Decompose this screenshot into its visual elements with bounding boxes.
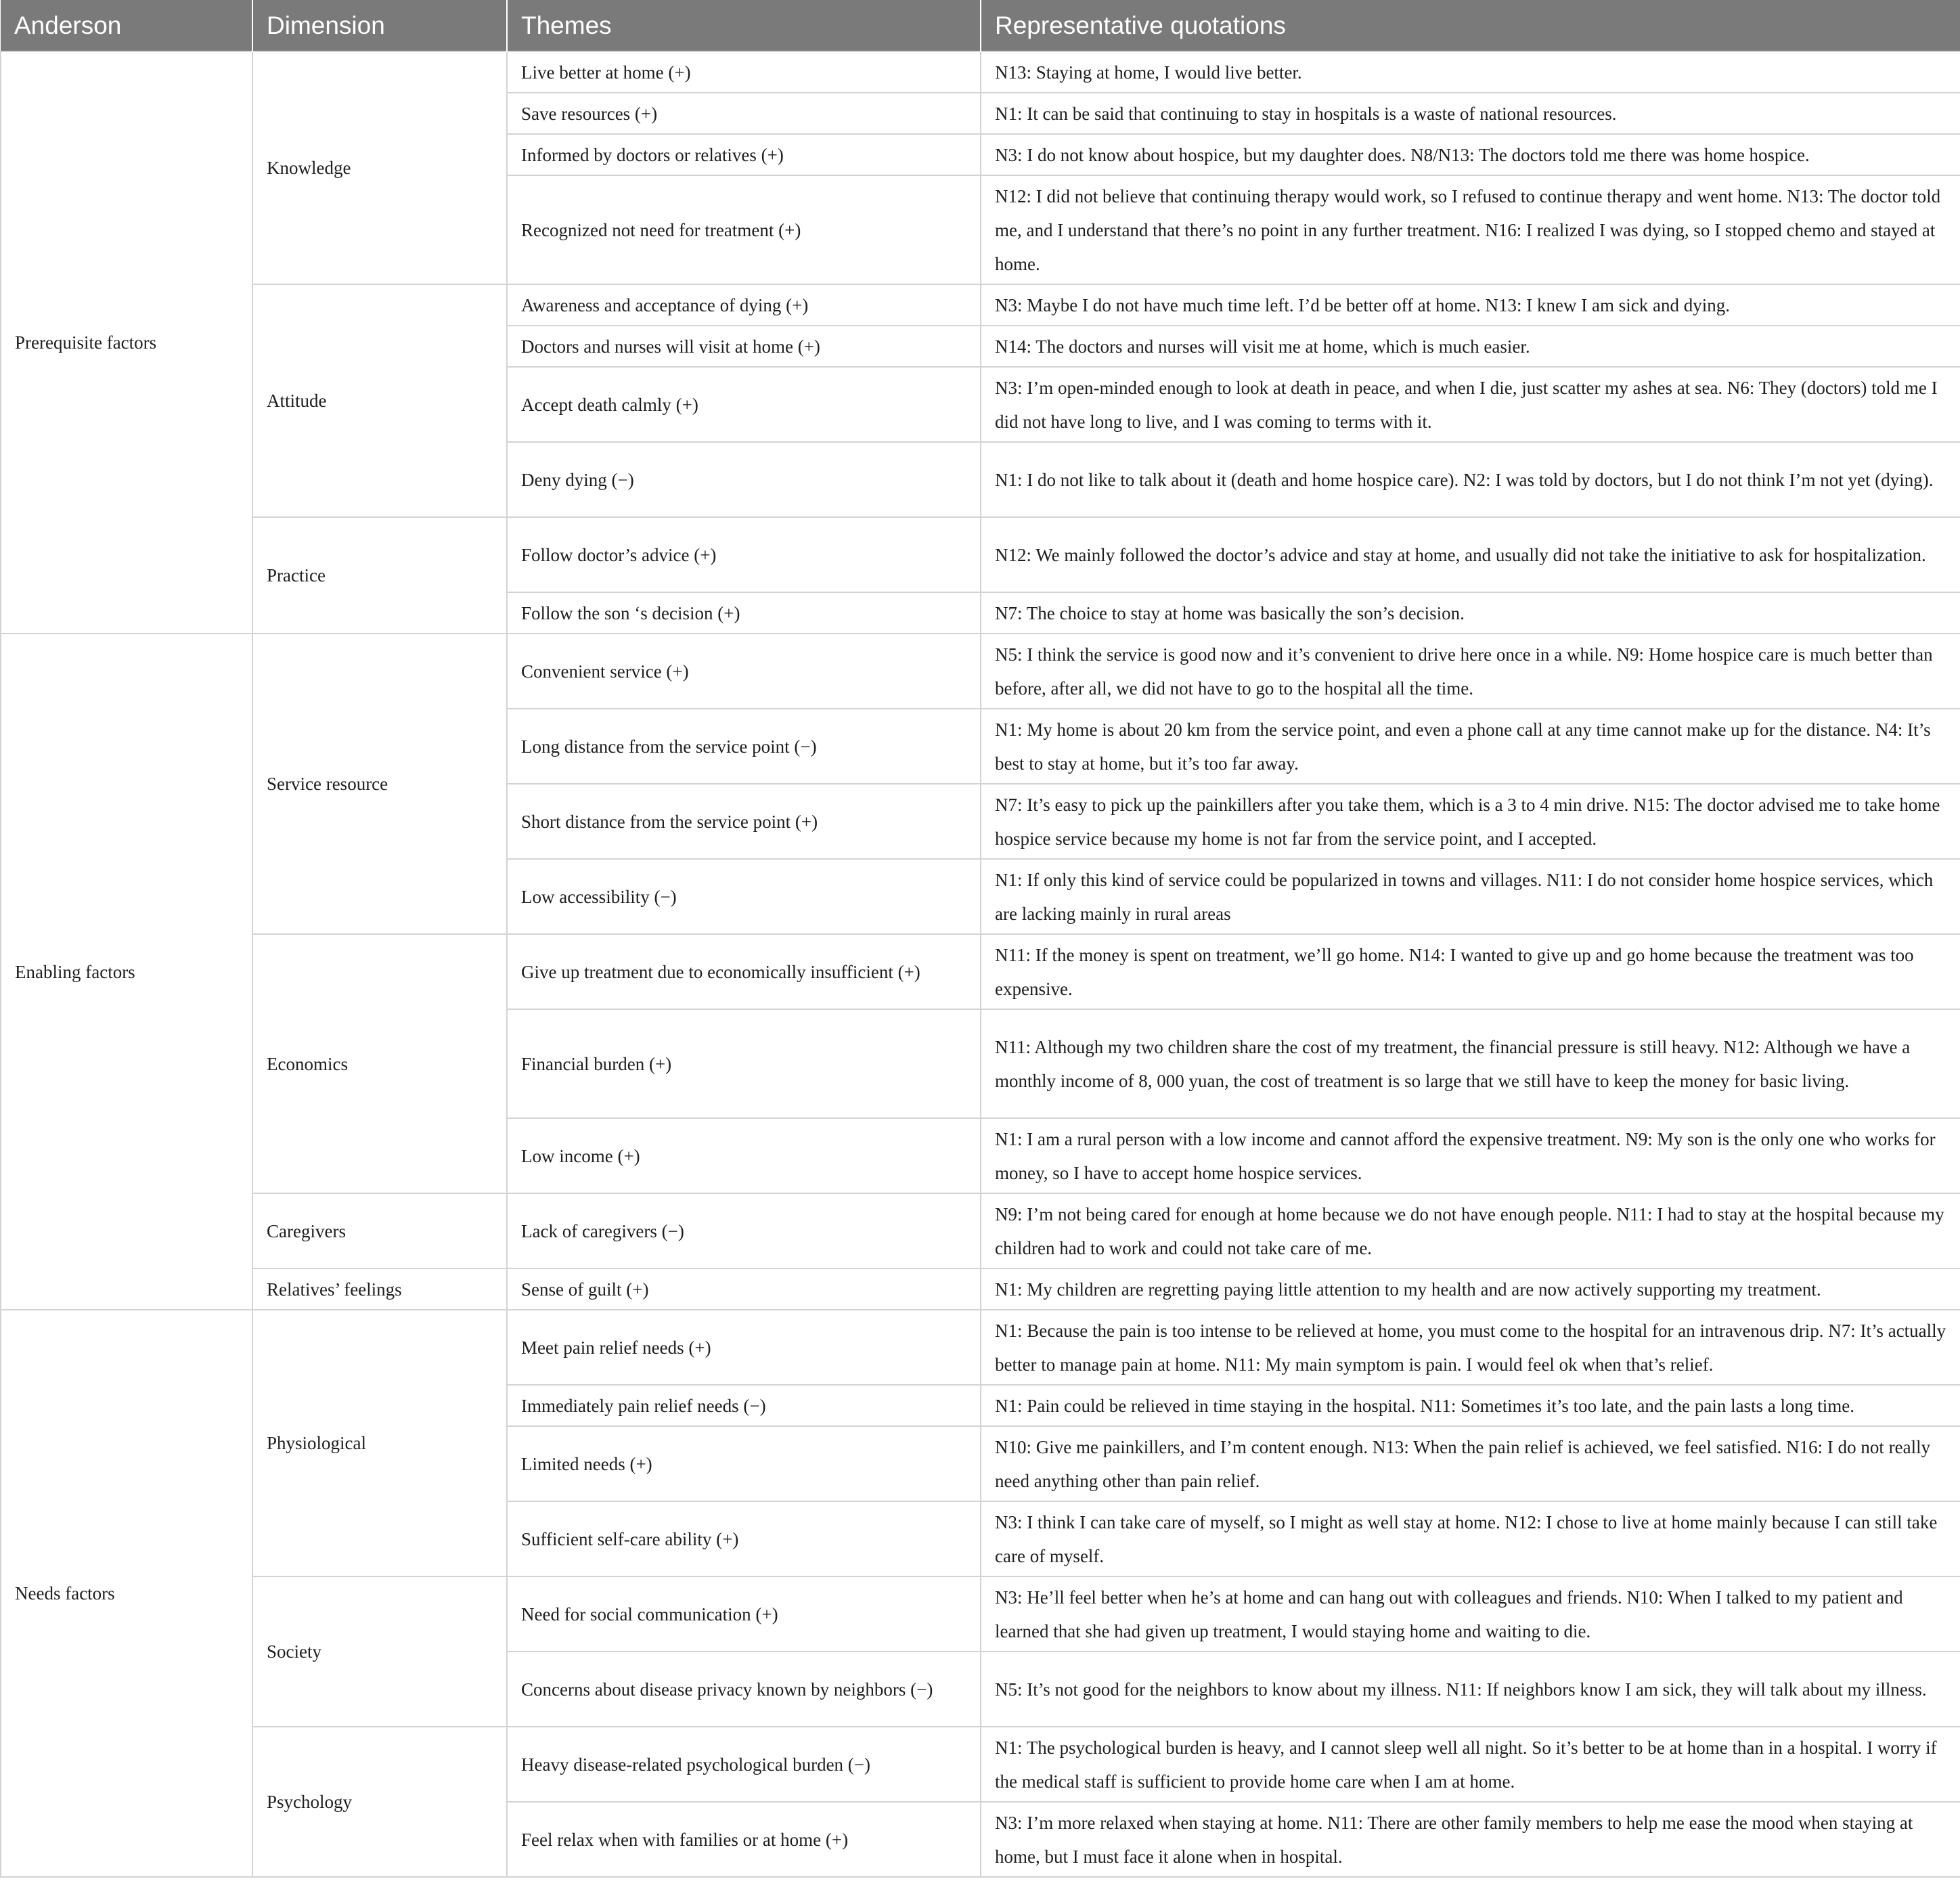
theme-cell: Give up treatment due to economically insufficient (+): [507, 934, 981, 1009]
quotation-cell: N14: The doctors and nurses will visit me at home, which is much easier.: [981, 326, 1960, 367]
quotation-cell: N3: Maybe I do not have much time left. I’d be better off at home. N13: I knew I am sick and dying.: [981, 284, 1960, 326]
anderson-factor-cell: Prerequisite factors: [1, 51, 252, 634]
theme-cell: Long distance from the service point (−): [507, 709, 981, 784]
table-header: [1, 0, 1960, 51]
theme-cell: Heavy disease-related psychological burden (−): [507, 1727, 981, 1802]
theme-cell: Awareness and acceptance of dying (+): [507, 284, 981, 326]
theme-cell: Immediately pain relief needs (−): [507, 1385, 981, 1426]
quotation-cell: N12: I did not believe that continuing therapy would work, so I refused to continue therapy and went home. N13: The doctor told me, and I understand that there’s no point in any further treatment. N16: I realized I was dying, so I stopped chemo and stayed at home.: [981, 175, 1960, 284]
dimension-cell: Physiological: [252, 1310, 507, 1576]
theme-cell: Doctors and nurses will visit at home (+): [507, 326, 981, 367]
table-row: [1, 517, 1960, 592]
theme-cell: Feel relax when with families or at home (+): [507, 1802, 981, 1877]
theme-cell: Save resources (+): [507, 93, 981, 134]
theme-cell: Lack of caregivers (−): [507, 1193, 981, 1268]
dimension-cell: Economics: [252, 934, 507, 1193]
header-dimension: Dimension: [252, 0, 507, 51]
theme-cell: Convenient service (+): [507, 634, 981, 709]
dimension-cell: Knowledge: [252, 51, 507, 284]
quotation-cell: N11: If the money is spent on treatment, we’ll go home. N14: I wanted to give up and go home because the treatment was too expensive.: [981, 934, 1960, 1009]
dimension-cell: Service resource: [252, 634, 507, 934]
quotation-cell: N5: It’s not good for the neighbors to know about my illness. N11: If neighbors know I am sick, they will talk about my illness.: [981, 1652, 1960, 1727]
quotation-cell: N1: I do not like to talk about it (death and home hospice care). N2: I was told by doctors, but I do not think I’m not yet (dying).: [981, 442, 1960, 517]
dimension-cell: Relatives’ feelings: [252, 1268, 507, 1310]
quotation-cell: N1: My children are regretting paying little attention to my health and are now actively supporting my treatment.: [981, 1268, 1960, 1310]
table-row: [1, 1268, 1960, 1310]
dimension-cell: Society: [252, 1576, 507, 1727]
quotation-cell: N5: I think the service is good now and it’s convenient to drive here once in a while. N9: Home hospice care is much better than before, after all, we did not have to go to the hospital all the time.: [981, 634, 1960, 709]
theme-cell: Sufficient self-care ability (+): [507, 1501, 981, 1576]
table-row: [1, 1727, 1960, 1802]
header-anderson: Anderson: [1, 0, 252, 51]
table-row: [1, 51, 1960, 93]
quotation-cell: N12: We mainly followed the doctor’s advice and stay at home, and usually did not take the initiative to ask for hospitalization.: [981, 517, 1960, 592]
header-quotations: Representative quotations: [981, 0, 1960, 51]
table-row: [1, 634, 1960, 709]
quotation-cell: N3: I do not know about hospice, but my daughter does. N8/N13: The doctors told me there was home hospice.: [981, 134, 1960, 175]
theme-cell: Informed by doctors or relatives (+): [507, 134, 981, 175]
theme-cell: Need for social communication (+): [507, 1576, 981, 1652]
quotation-cell: N1: I am a rural person with a low income and cannot afford the expensive treatment. N9: My son is the only one who works for money, so I have to accept home hospice services.: [981, 1118, 1960, 1193]
theme-cell: Accept death calmly (+): [507, 367, 981, 442]
dimension-cell: Psychology: [252, 1727, 507, 1877]
quotation-cell: N1: Pain could be relieved in time staying in the hospital. N11: Sometimes it’s too late, and the pain lasts a long time.: [981, 1385, 1960, 1426]
quotation-cell: N9: I’m not being cared for enough at home because we do not have enough people. N11: I had to stay at the hospital because my children had to work and could not take care of me.: [981, 1193, 1960, 1268]
quotation-cell: N1: If only this kind of service could be popularized in towns and villages. N11: I do not consider home hospice services, which are lacking mainly in rural areas: [981, 859, 1960, 934]
quotation-cell: N3: I’m open-minded enough to look at death in peace, and when I die, just scatter my ashes at sea. N6: They (doctors) told me I did not have long to live, and I was coming to terms with it.: [981, 367, 1960, 442]
quotation-cell: N3: He’ll feel better when he’s at home and can hang out with colleagues and friends. N10: When I talked to my patient and learned that she had given up treatment, I would staying home and waiting to die.: [981, 1576, 1960, 1652]
theme-cell: Meet pain relief needs (+): [507, 1310, 981, 1385]
quotation-cell: N1: It can be said that continuing to stay in hospitals is a waste of national resources.: [981, 93, 1960, 134]
table-row: [1, 284, 1960, 326]
theme-cell: Limited needs (+): [507, 1426, 981, 1501]
quotation-cell: N1: The psychological burden is heavy, and I cannot sleep well all night. So it’s better to be at home than in a hospital. I worry if the medical staff is sufficient to provide home care when I am at home.: [981, 1727, 1960, 1802]
quotation-cell: N1: Because the pain is too intense to be relieved at home, you must come to the hospital for an intravenous drip. N7: It’s actually better to manage pain at home. N11: My main symptom is pain. I would feel ok when that’s relief.: [981, 1310, 1960, 1385]
dimension-cell: Caregivers: [252, 1193, 507, 1268]
theme-cell: Concerns about disease privacy known by neighbors (−): [507, 1652, 981, 1727]
theme-cell: Low income (+): [507, 1118, 981, 1193]
theme-cell: Live better at home (+): [507, 51, 981, 93]
quotation-cell: N7: The choice to stay at home was basically the son’s decision.: [981, 592, 1960, 634]
quotation-cell: N3: I think I can take care of myself, so I might as well stay at home. N12: I chose to live at home mainly because I can still take care of myself.: [981, 1501, 1960, 1576]
theme-cell: Financial burden (+): [507, 1009, 981, 1118]
table-row: [1, 1576, 1960, 1652]
theme-cell: Follow doctor’s advice (+): [507, 517, 981, 592]
quotation-cell: N10: Give me painkillers, and I’m content enough. N13: When the pain relief is achieved, we feel satisfied. N16: I do not really need anything other than pain relief.: [981, 1426, 1960, 1501]
table-row: [1, 1310, 1960, 1385]
quotation-cell: N1: My home is about 20 km from the service point, and even a phone call at any time cannot make up for the distance. N4: It’s best to stay at home, but it’s too far away.: [981, 709, 1960, 784]
anderson-factor-cell: Needs factors: [1, 1310, 252, 1877]
dimension-cell: Attitude: [252, 284, 507, 517]
table-row: [1, 1193, 1960, 1268]
quotation-cell: N13: Staying at home, I would live better.: [981, 51, 1960, 93]
theme-cell: Sense of guilt (+): [507, 1268, 981, 1310]
quotation-cell: N11: Although my two children share the cost of my treatment, the financial pressure is still heavy. N12: Although we have a monthly income of 8, 000 yuan, the cost of treatment is so large that we still have to keep the money for basic living.: [981, 1009, 1960, 1118]
quotation-cell: N7: It’s easy to pick up the painkillers after you take them, which is a 3 to 4 min drive. N15: The doctor advised me to take home hospice service because my home is not far from the service point, and I accepted.: [981, 784, 1960, 859]
theme-cell: Low accessibility (−): [507, 859, 981, 934]
quotation-cell: N3: I’m more relaxed when staying at home. N11: There are other family members to help me ease the mood when staying at home, but I must face it alone when in hospital.: [981, 1802, 1960, 1877]
theme-cell: Short distance from the service point (+): [507, 784, 981, 859]
table-row: [1, 934, 1960, 1009]
theme-cell: Follow the son ‘s decision (+): [507, 592, 981, 634]
theme-cell: Deny dying (−): [507, 442, 981, 517]
anderson-factor-cell: Enabling factors: [1, 634, 252, 1310]
table-body: [1, 51, 1960, 1877]
header-themes: Themes: [507, 0, 981, 51]
theme-cell: Recognized not need for treatment (+): [507, 175, 981, 284]
header-row: [1, 0, 1960, 51]
dimension-cell: Practice: [252, 517, 507, 634]
